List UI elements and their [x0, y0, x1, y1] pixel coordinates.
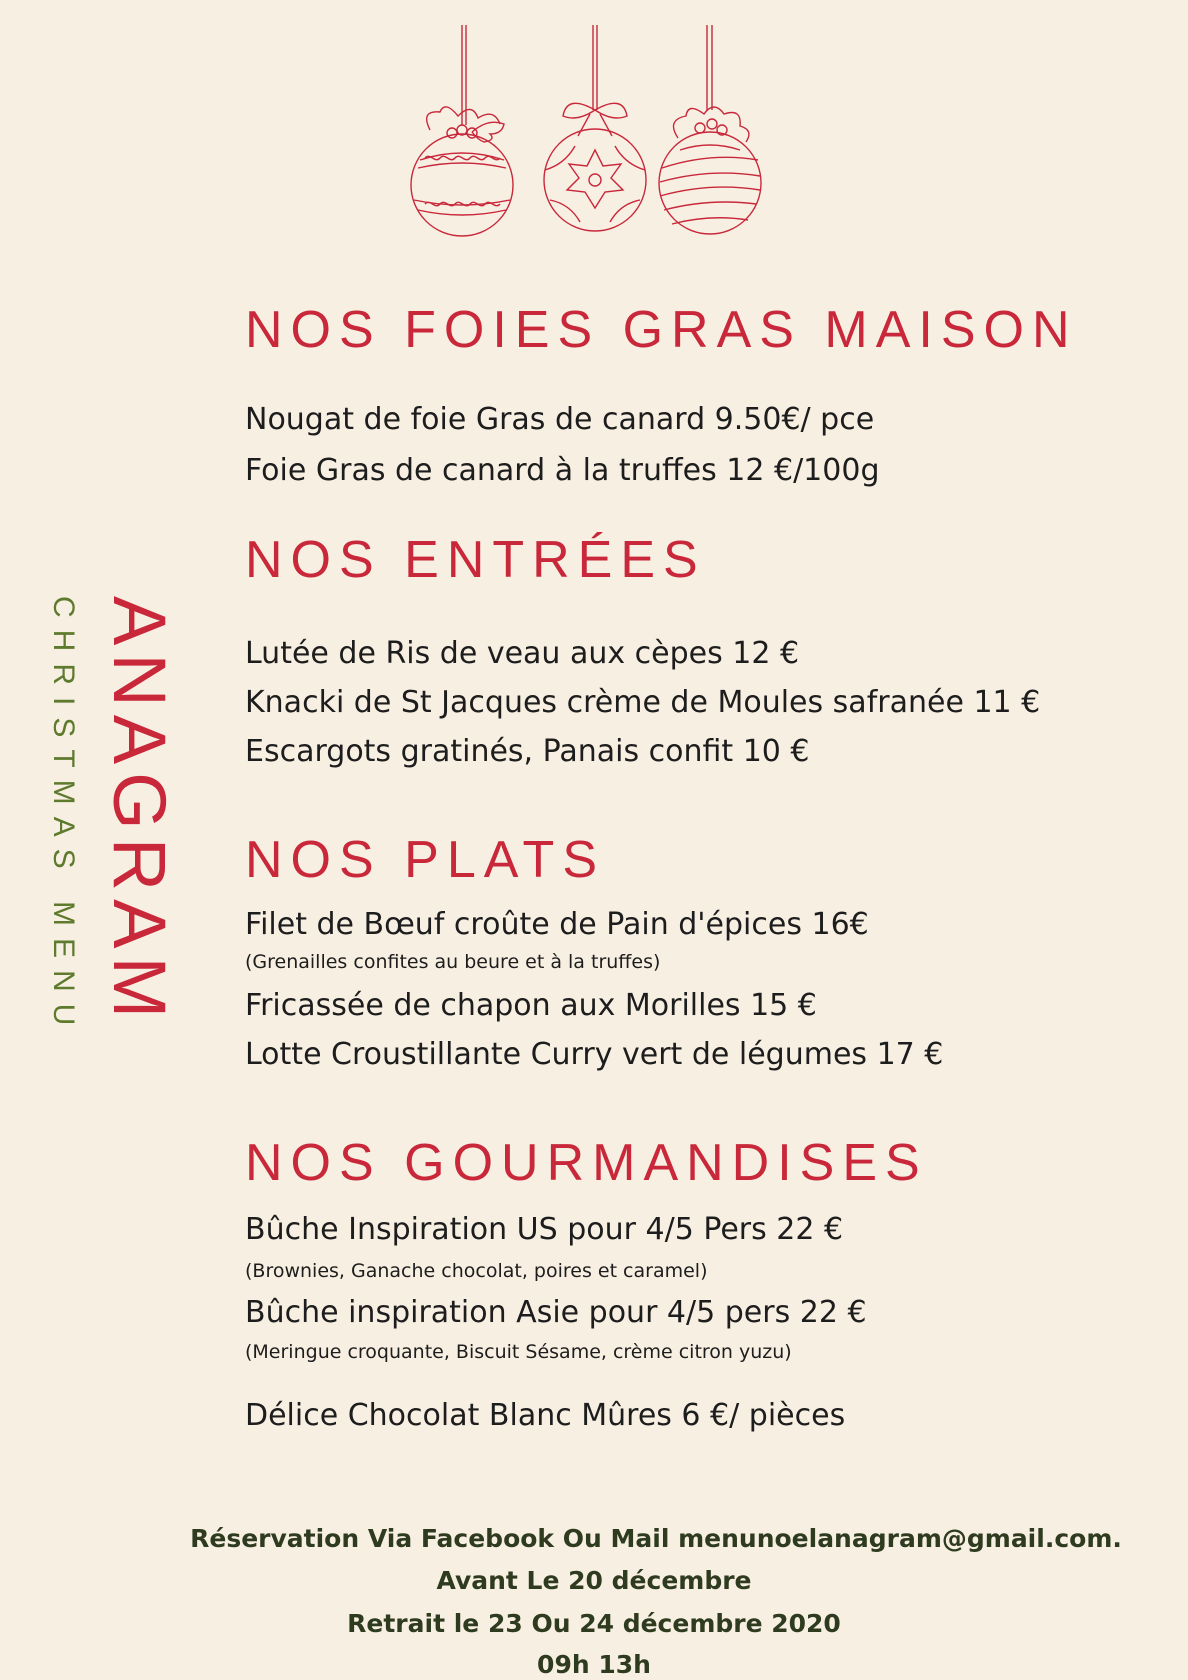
section-title-plats: NOS PLATS	[245, 831, 606, 889]
menu-item-note: (Brownies, Ganache chocolat, poires et caramel)	[245, 1260, 708, 1282]
menu-item: Nougat de foie Gras de canard 9.50€/ pce	[245, 402, 875, 437]
brand-subtitle: CHRISTMAS MENU	[47, 596, 80, 1038]
section-title-entrees: NOS ENTRÉES	[245, 531, 706, 589]
menu-item: Délice Chocolat Blanc Mûres 6 €/ pièces	[245, 1398, 846, 1433]
brand-subtitle-vertical	[44, 596, 84, 1066]
menu-item-note: (Grenailles confites au beure et à la truffes)	[245, 951, 661, 973]
pickup-line: Retrait le 23 Ou 24 décembre 2020	[347, 1609, 841, 1638]
hours-line: 09h 13h	[537, 1650, 651, 1679]
ornament-ball-poinsettia-icon	[544, 25, 646, 231]
menu-item: Bûche Inspiration US pour 4/5 Pers 22 €	[245, 1212, 844, 1247]
reservation-line: Réservation Via Facebook Ou Mail menunoelanagram@gmail.com.	[190, 1524, 1122, 1553]
deadline-line: Avant Le 20 décembre	[436, 1566, 752, 1595]
menu-item: Lutée de Ris de veau aux cèpes 12 €	[245, 636, 800, 671]
menu-item-note: (Meringue croquante, Biscuit Sésame, crème citron yuzu)	[245, 1341, 792, 1363]
menu-item: Foie Gras de canard à la truffes 12 €/100g	[245, 453, 880, 488]
menu-item: Fricassée de chapon aux Morilles 15 €	[245, 988, 817, 1023]
ornament-ball-striped-icon	[659, 25, 761, 234]
menu-item: Filet de Bœuf croûte de Pain d'épices 16€	[245, 907, 869, 942]
section-title-gourmandises: NOS GOURMANDISES	[245, 1134, 928, 1192]
ornament-ball-holly-icon	[411, 25, 513, 236]
menu-item: Bûche inspiration Asie pour 4/5 pers 22 €	[245, 1295, 867, 1330]
menu-item: Escargots gratinés, Panais confit 10 €	[245, 734, 810, 769]
menu-item: Knacki de St Jacques crème de Moules safranée 11 €	[245, 685, 1041, 720]
brand-vertical	[100, 596, 180, 1076]
brand-name: ANAGRAM	[98, 596, 181, 1027]
ornaments-decoration	[400, 0, 790, 250]
menu-item: Lotte Croustillante Curry vert de légumes 17 €	[245, 1037, 944, 1072]
section-title-foies-gras: NOS FOIES GRAS MAISON	[245, 301, 1078, 359]
